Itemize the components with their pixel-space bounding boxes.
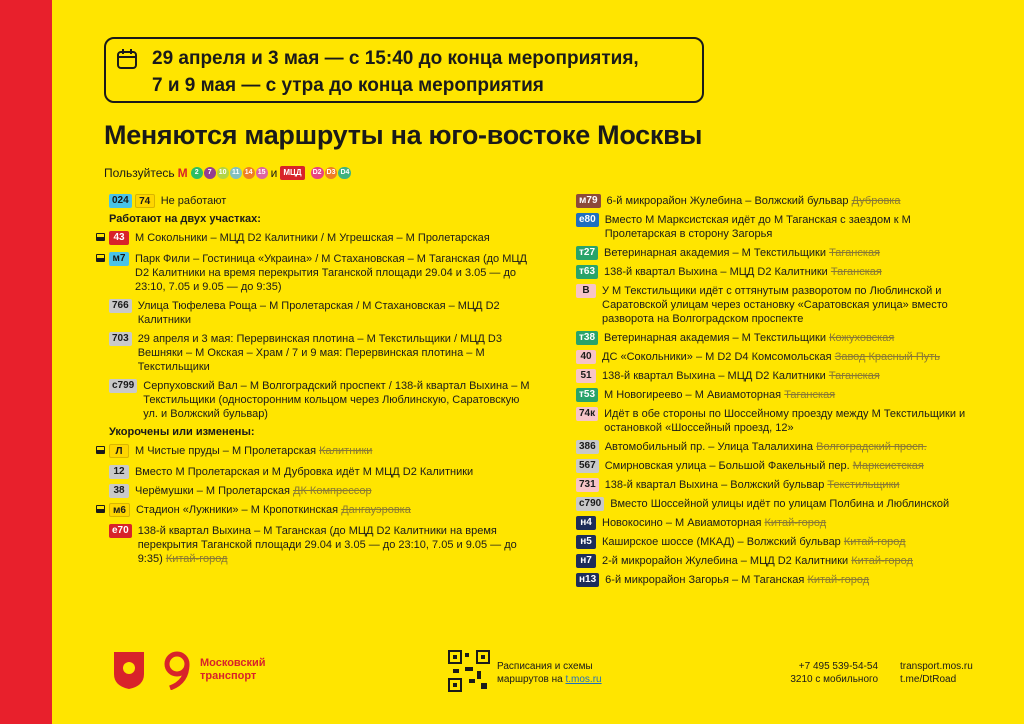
use-transport-line: [104, 166, 351, 180]
route-row: [95, 231, 535, 247]
telegram-link[interactable]: t.me/DtRoad: [900, 674, 957, 685]
route-description: Стадион «Лужники» – М Кропоткинская: [135, 504, 339, 516]
route-text: [135, 484, 535, 498]
route-text: [604, 246, 982, 260]
route-row: [562, 246, 982, 260]
route-text: [602, 369, 982, 383]
route-text: [607, 194, 982, 208]
mcd-line-badge: D3: [325, 167, 338, 179]
bus-icon: [95, 231, 109, 247]
route-description: 6-й микрорайон Загорья – М Таганская: [605, 574, 805, 586]
metro-line-badge: 14: [243, 167, 255, 179]
date-line-2: 7 и 9 мая — с утра до конца мероприятия: [152, 75, 544, 96]
route-description: Вместо М Пролетарская и М Дубровка идёт М МЦД D2 Калитники: [135, 466, 474, 478]
cancelled-stop: Марксистская: [852, 460, 924, 472]
schedule-info: [497, 660, 602, 686]
cancelled-stop: Текстильщики: [827, 479, 900, 491]
section-two-parts: Работают на двух участках:: [109, 213, 261, 225]
moscow-transport-logo: [160, 650, 266, 690]
route-text: [605, 440, 982, 454]
route-text: [604, 407, 982, 435]
route-description: 6-й микрорайон Жулебина – Волжский бульвар: [606, 195, 849, 207]
route-text: [605, 573, 982, 587]
metro-icon: М: [177, 166, 188, 180]
route-description: Вместо М Марксистская идёт до М Таганская с заездом к М Пролетарская в сторону Загорья: [604, 214, 911, 240]
route-text: [604, 388, 982, 402]
cancelled-stop: Таганская: [830, 266, 882, 278]
route-row: [562, 535, 982, 549]
mcd-line-badge: D2: [311, 167, 324, 179]
route-description: Улица Тюфелева Роща – М Пролетарская / М Стахановская – МЦД D2 Калитники: [137, 300, 500, 326]
route-row: [562, 350, 982, 364]
route-text: [136, 503, 535, 517]
route-badge: 12: [109, 465, 129, 479]
route-badge: м6: [109, 503, 130, 517]
metro-line-badge: 10: [217, 167, 229, 179]
bus-icon: [95, 444, 109, 460]
route-badge: 386: [576, 440, 599, 454]
route-badge: 766: [109, 299, 132, 313]
route-badge: 024: [109, 194, 132, 208]
route-row: [562, 554, 982, 568]
mcd-line-badge: D4: [338, 167, 351, 179]
route-row: [562, 194, 982, 208]
route-description: Смирновская улица – Большой Факельный пер.: [604, 460, 850, 472]
route-row: [562, 407, 982, 435]
transport-logo-icon: [160, 650, 194, 690]
route-text: [143, 379, 535, 421]
route-description: М Чистые пруды – М Пролетарская: [135, 445, 317, 457]
route-description: ДС «Сокольники» – М D2 D4 Комсомольская: [602, 351, 832, 363]
route-badge: 43: [109, 231, 129, 245]
route-description: Ветеринарная академия – М Текстильщики: [604, 332, 827, 344]
route-text: [604, 265, 982, 279]
route-description: 2-й микрорайон Жулебина – МЦД D2 Калитники: [602, 555, 849, 567]
route-badge: н13: [576, 573, 599, 587]
cancelled-stop: ДК Компрессор: [293, 485, 372, 497]
route-description: Ветеринарная академия – М Текстильщики: [604, 247, 827, 259]
cancelled-stop: Кожуховская: [829, 332, 895, 344]
route-row: [95, 503, 535, 519]
route-row: [562, 573, 982, 587]
route-badge: 74: [135, 194, 155, 208]
mcd-line-list: [311, 167, 352, 179]
metro-line-badge: 15: [256, 167, 268, 179]
route-row: [562, 331, 982, 345]
route-text: [602, 535, 982, 549]
route-row: [95, 484, 535, 498]
links-block: [900, 660, 973, 686]
qr-line-2: маршрутов на: [497, 674, 563, 685]
route-text: [135, 444, 535, 458]
route-badge: м79: [576, 194, 601, 208]
date-notice-box: [104, 37, 704, 103]
moscow-coat-of-arms-icon: [112, 650, 146, 690]
phone-number[interactable]: +7 495 539-54-54: [798, 661, 878, 672]
phone-block: [760, 660, 878, 686]
cancelled-stop: Китай-город: [851, 555, 913, 567]
route-badge: т63: [576, 265, 598, 279]
cancelled-stop: Таганская: [784, 389, 836, 401]
route-text: [605, 213, 982, 241]
route-description: М Новогиреево – М Авиамоторная: [604, 389, 782, 401]
cancelled-stop: Калитники: [319, 445, 373, 457]
left-red-stripe: [0, 0, 52, 724]
route-row: [562, 388, 982, 402]
route-description: Идёт в обе стороны по Шоссейному проезду между М Текстильщики и остановкой «Шоссейный проезд, 12»: [604, 408, 966, 434]
qr-line-1: Расписания и схемы: [497, 661, 593, 672]
cancelled-stop: Таганская: [828, 370, 880, 382]
route-text: [135, 465, 535, 479]
left-column: [95, 194, 535, 571]
right-column: [562, 194, 982, 592]
route-description: М Сокольники – МЦД D2 Калитники / М Угрешская – М Пролетарская: [135, 232, 490, 244]
route-text: [135, 252, 535, 294]
route-row: [562, 440, 982, 454]
route-description: Черёмушки – М Пролетарская: [135, 485, 290, 497]
bus-icon: [95, 252, 109, 268]
cancelled-stop: Китай-город: [764, 517, 827, 529]
route-badge: с799: [109, 379, 137, 393]
route-text: [605, 478, 982, 492]
route-badge: н7: [576, 554, 596, 568]
route-badge: 567: [576, 459, 599, 473]
route-badge: с790: [576, 497, 604, 511]
route-badge: 731: [576, 478, 599, 492]
route-row: [562, 265, 982, 279]
route-badge: 40: [576, 350, 596, 364]
route-row: [95, 299, 535, 327]
metro-line-badge: 7: [204, 167, 216, 179]
route-description: 138-й квартал Выхина – М Таганская (до МЦД D2 Калитники на время перекрытия Таганской площади 29.04 и 3.05 — до 23:10, 7.05 и 9.05 — до 9:35): [137, 525, 517, 565]
route-description: 138-й квартал Выхина – МЦД D2 Калитники: [602, 370, 826, 382]
website-link[interactable]: transport.mos.ru: [900, 661, 973, 672]
route-row: [562, 497, 982, 511]
route-description: 138-й квартал Выхина – Волжский бульвар: [604, 479, 825, 491]
metro-line-badge: 11: [230, 167, 242, 179]
bus-icon: [95, 503, 109, 519]
route-text: [602, 284, 982, 326]
route-description: Каширское шоссе (МКАД) – Волжский бульвар: [602, 536, 841, 548]
route-badge: 51: [576, 369, 596, 383]
route-row: [95, 332, 535, 374]
route-row: [562, 459, 982, 473]
route-row: [95, 379, 535, 421]
page-title: Меняются маршруты на юго-востоке Москвы: [104, 120, 703, 150]
not-working-text: Не работают: [160, 195, 227, 207]
route-description: Автомобильный пр. – Улица Талалихина: [604, 441, 814, 453]
cancelled-stop: Волгоградский просп.: [816, 441, 927, 453]
cancelled-stop: Завод Красный Путь: [834, 351, 941, 363]
calendar-icon: [116, 48, 138, 70]
route-badge: Л: [109, 444, 129, 458]
route-row: [562, 516, 982, 530]
cancelled-stop: Китай-город: [843, 536, 906, 548]
route-row: [562, 478, 982, 492]
route-text: [610, 497, 982, 511]
route-row: [95, 524, 535, 566]
qr-code-icon[interactable]: [448, 650, 490, 692]
route-badge: т53: [576, 388, 598, 402]
metro-line-list: [191, 167, 268, 179]
route-text: [138, 299, 535, 327]
mcd-icon: МЦД: [280, 166, 304, 180]
cancelled-stop: Дубровка: [851, 195, 901, 207]
route-badge: е80: [576, 213, 599, 227]
route-text: [138, 524, 535, 566]
cancelled-stop: Таганская: [829, 247, 881, 259]
route-row: [95, 252, 535, 294]
route-row: [562, 213, 982, 241]
route-description: 29 апреля и 3 мая: Перервинская плотина – М Текстильщики / МЦД D3 Вешняки – М Окская – Храм / 7 и 9 мая: Перервинская плотина – М Текстильщики: [137, 333, 502, 373]
route-badge: 703: [109, 332, 132, 346]
route-text: [602, 350, 982, 364]
route-row: [95, 444, 535, 460]
route-badge: н5: [576, 535, 596, 549]
date-line-1: 29 апреля и 3 мая — с 15:40 до конца мероприятия,: [152, 48, 639, 69]
route-text: [605, 459, 982, 473]
route-text: [602, 554, 982, 568]
section-changed: Укорочены или изменены:: [109, 426, 255, 438]
not-working-row: [95, 194, 535, 208]
route-text: [602, 516, 982, 530]
schedule-link[interactable]: t.mos.ru: [565, 674, 602, 685]
route-description: У М Текстильщики идёт с оттянутым разворотом по Люблинской и Саратовской улицам через остановку «Саратовская улица» вместо разворота на Волгоградском проспекте: [602, 285, 948, 325]
route-row: [95, 465, 535, 479]
route-text: [604, 331, 982, 345]
route-badge: В: [576, 284, 596, 298]
route-badge: 38: [109, 484, 129, 498]
route-badge: т27: [576, 246, 598, 260]
route-badge: 74к: [576, 407, 598, 421]
brand-line-2: транспорт: [200, 670, 257, 682]
brand-line-1: Московский: [200, 657, 266, 669]
route-description: Серпуховский Вал – М Волгоградский проспект / 138-й квартал Выхина – М Текстильщики (односторонним кольцом через Люблинскую, Саратовскую ул. и Волжский бульвар): [143, 380, 530, 420]
cancelled-stop: Дангауэровка: [341, 504, 411, 516]
use-and: и: [270, 166, 278, 180]
route-description: Новокосино – М Авиамоторная: [602, 517, 762, 529]
route-badge: м7: [109, 252, 129, 266]
route-badge: т38: [576, 331, 598, 345]
route-row: [562, 284, 982, 326]
route-text: [138, 332, 535, 374]
route-badge: н4: [576, 516, 596, 530]
cancelled-stop: Китай-город: [807, 574, 870, 586]
mobile-number: 3210 с мобильного: [790, 674, 878, 685]
route-description: 138-й квартал Выхина – МЦД D2 Калитники: [604, 266, 828, 278]
route-description: Вместо Шоссейной улицы идёт по улицам Полбина и Люблинской: [610, 498, 950, 510]
route-text: [135, 231, 535, 245]
metro-line-badge: 2: [191, 167, 203, 179]
route-description: Парк Фили – Гостиница «Украина» / М Стахановская – М Таганская (до МЦД D2 Калитники на время перекрытия Таганской площади 29.04 и 3.05 — до 23:10, 7.05 и 9.05 — до 9:35): [135, 253, 527, 293]
cancelled-stop: Китай-город: [165, 553, 228, 565]
route-row: [562, 369, 982, 383]
route-badge: е70: [109, 524, 132, 538]
use-prefix: Пользуйтесь: [104, 166, 175, 180]
